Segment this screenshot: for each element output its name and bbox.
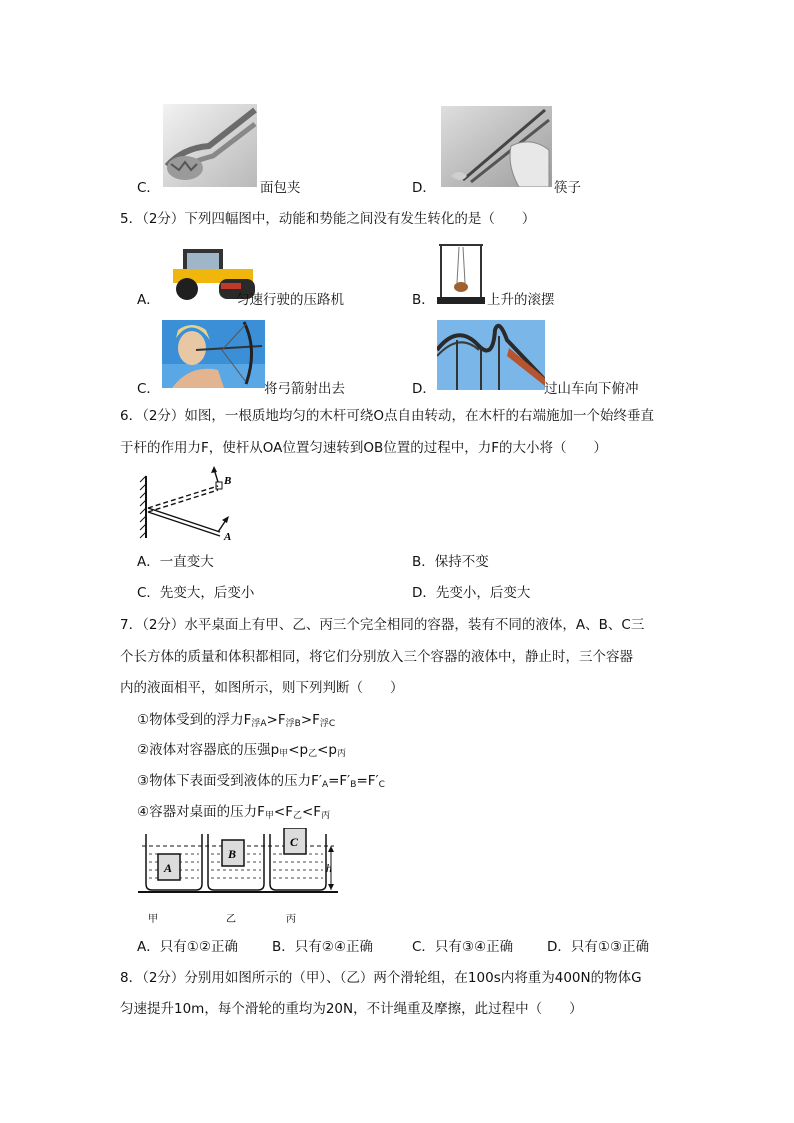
q5-option-d-letter: D． [412, 381, 436, 397]
pendulum-photo [437, 241, 485, 307]
q5-option-b-letter: B． [412, 292, 435, 308]
q5-option-a-label: 匀速行驶的压路机 [236, 292, 344, 308]
q5-option-c-letter: C． [137, 381, 160, 397]
height-label: h [326, 861, 332, 875]
block-b-label: B [228, 847, 237, 861]
q5-option-a-letter: A． [137, 292, 160, 308]
q4-option-c-letter: C． [137, 180, 160, 196]
q4-option-d-label: 筷子 [554, 180, 581, 196]
bread-clip-photo [163, 104, 257, 187]
q7-option-c: C．只有③④正确 [412, 939, 514, 955]
q7-statement-3: ③物体下表面受到液体的压力$F'_A=F'_B=F'_C$ [137, 773, 385, 790]
archer-photo [162, 320, 265, 388]
q7-statement-2: ②液体对容器底的压强$p_甲<p_乙<p_丙$ [137, 742, 346, 759]
lever-label-a: A [224, 531, 232, 542]
q5-option-b-label: 上升的滚摆 [487, 292, 555, 308]
block-c-label: C [290, 835, 299, 849]
q7-option-b: B．只有②④正确 [272, 939, 373, 955]
q8-stem-line2: 匀速提升10m，每个滑轮的重均为20N，不计绳重及摩擦，此过程中（ ） [120, 1001, 583, 1017]
lever-figure [138, 464, 250, 542]
q7-stem-line3: 内的液面相平，如图所示，则下列判断（ ） [120, 680, 404, 696]
q5-stem: 5．（2分）下列四幅图中，动能和势能之间没有发生转化的是（ ） [120, 211, 536, 227]
q7-statement-4: ④容器对桌面的压力$F_甲<F_乙<F_丙$ [137, 804, 331, 821]
roller-coaster-photo [437, 320, 545, 390]
q7-statement-1: ①物体受到的浮力$F_{浮A}>F_{浮B}>F_{浮C}$ [137, 712, 336, 729]
chopsticks-photo [441, 106, 552, 187]
containers-figure [138, 828, 338, 928]
q8-stem-line1: 8．（2分）分别用如图所示的（甲）、（乙）两个滑轮组，在100s内将重为400N的物体G [120, 970, 642, 986]
q5-option-c-label: 将弓箭射出去 [264, 381, 345, 397]
q7-option-d: D．只有①③正确 [547, 939, 650, 955]
q7-stem-line2: 个长方体的质量和体积都相同，将它们分别放入三个容器的液体中，静止时，三个容器 [120, 649, 633, 665]
q6-stem-line2: 于杆的作用力F，使杆从OA位置匀速转到OB位置的过程中，力F的大小将（ ） [120, 440, 608, 456]
q6-option-a: A．一直变大 [137, 554, 214, 570]
q7-stem-line1: 7．（2分）水平桌面上有甲、乙、丙三个完全相同的容器，装有不同的液体，A、B、C三 [120, 617, 645, 633]
q5-option-d-label: 过山车向下俯冲 [544, 381, 639, 397]
q6-option-c: C．先变大，后变小 [137, 585, 255, 601]
caption-yi: 乙 [226, 914, 236, 925]
q6-stem-line1: 6．（2分）如图，一根质地均匀的木杆可绕O点自由转动，在木杆的右端施加一个始终垂直 [120, 408, 655, 424]
caption-bing: 丙 [286, 914, 296, 925]
q7-option-a: A．只有①②正确 [137, 939, 238, 955]
caption-jia: 甲 [148, 914, 158, 925]
q4-option-c-label: 面包夹 [260, 180, 301, 196]
lever-label-b: B [224, 475, 232, 487]
q6-option-d: D．先变小，后变大 [412, 585, 531, 601]
q6-option-b: B．保持不变 [412, 554, 489, 570]
q4-option-d-letter: D． [412, 180, 436, 196]
block-a-label: A [164, 861, 173, 875]
